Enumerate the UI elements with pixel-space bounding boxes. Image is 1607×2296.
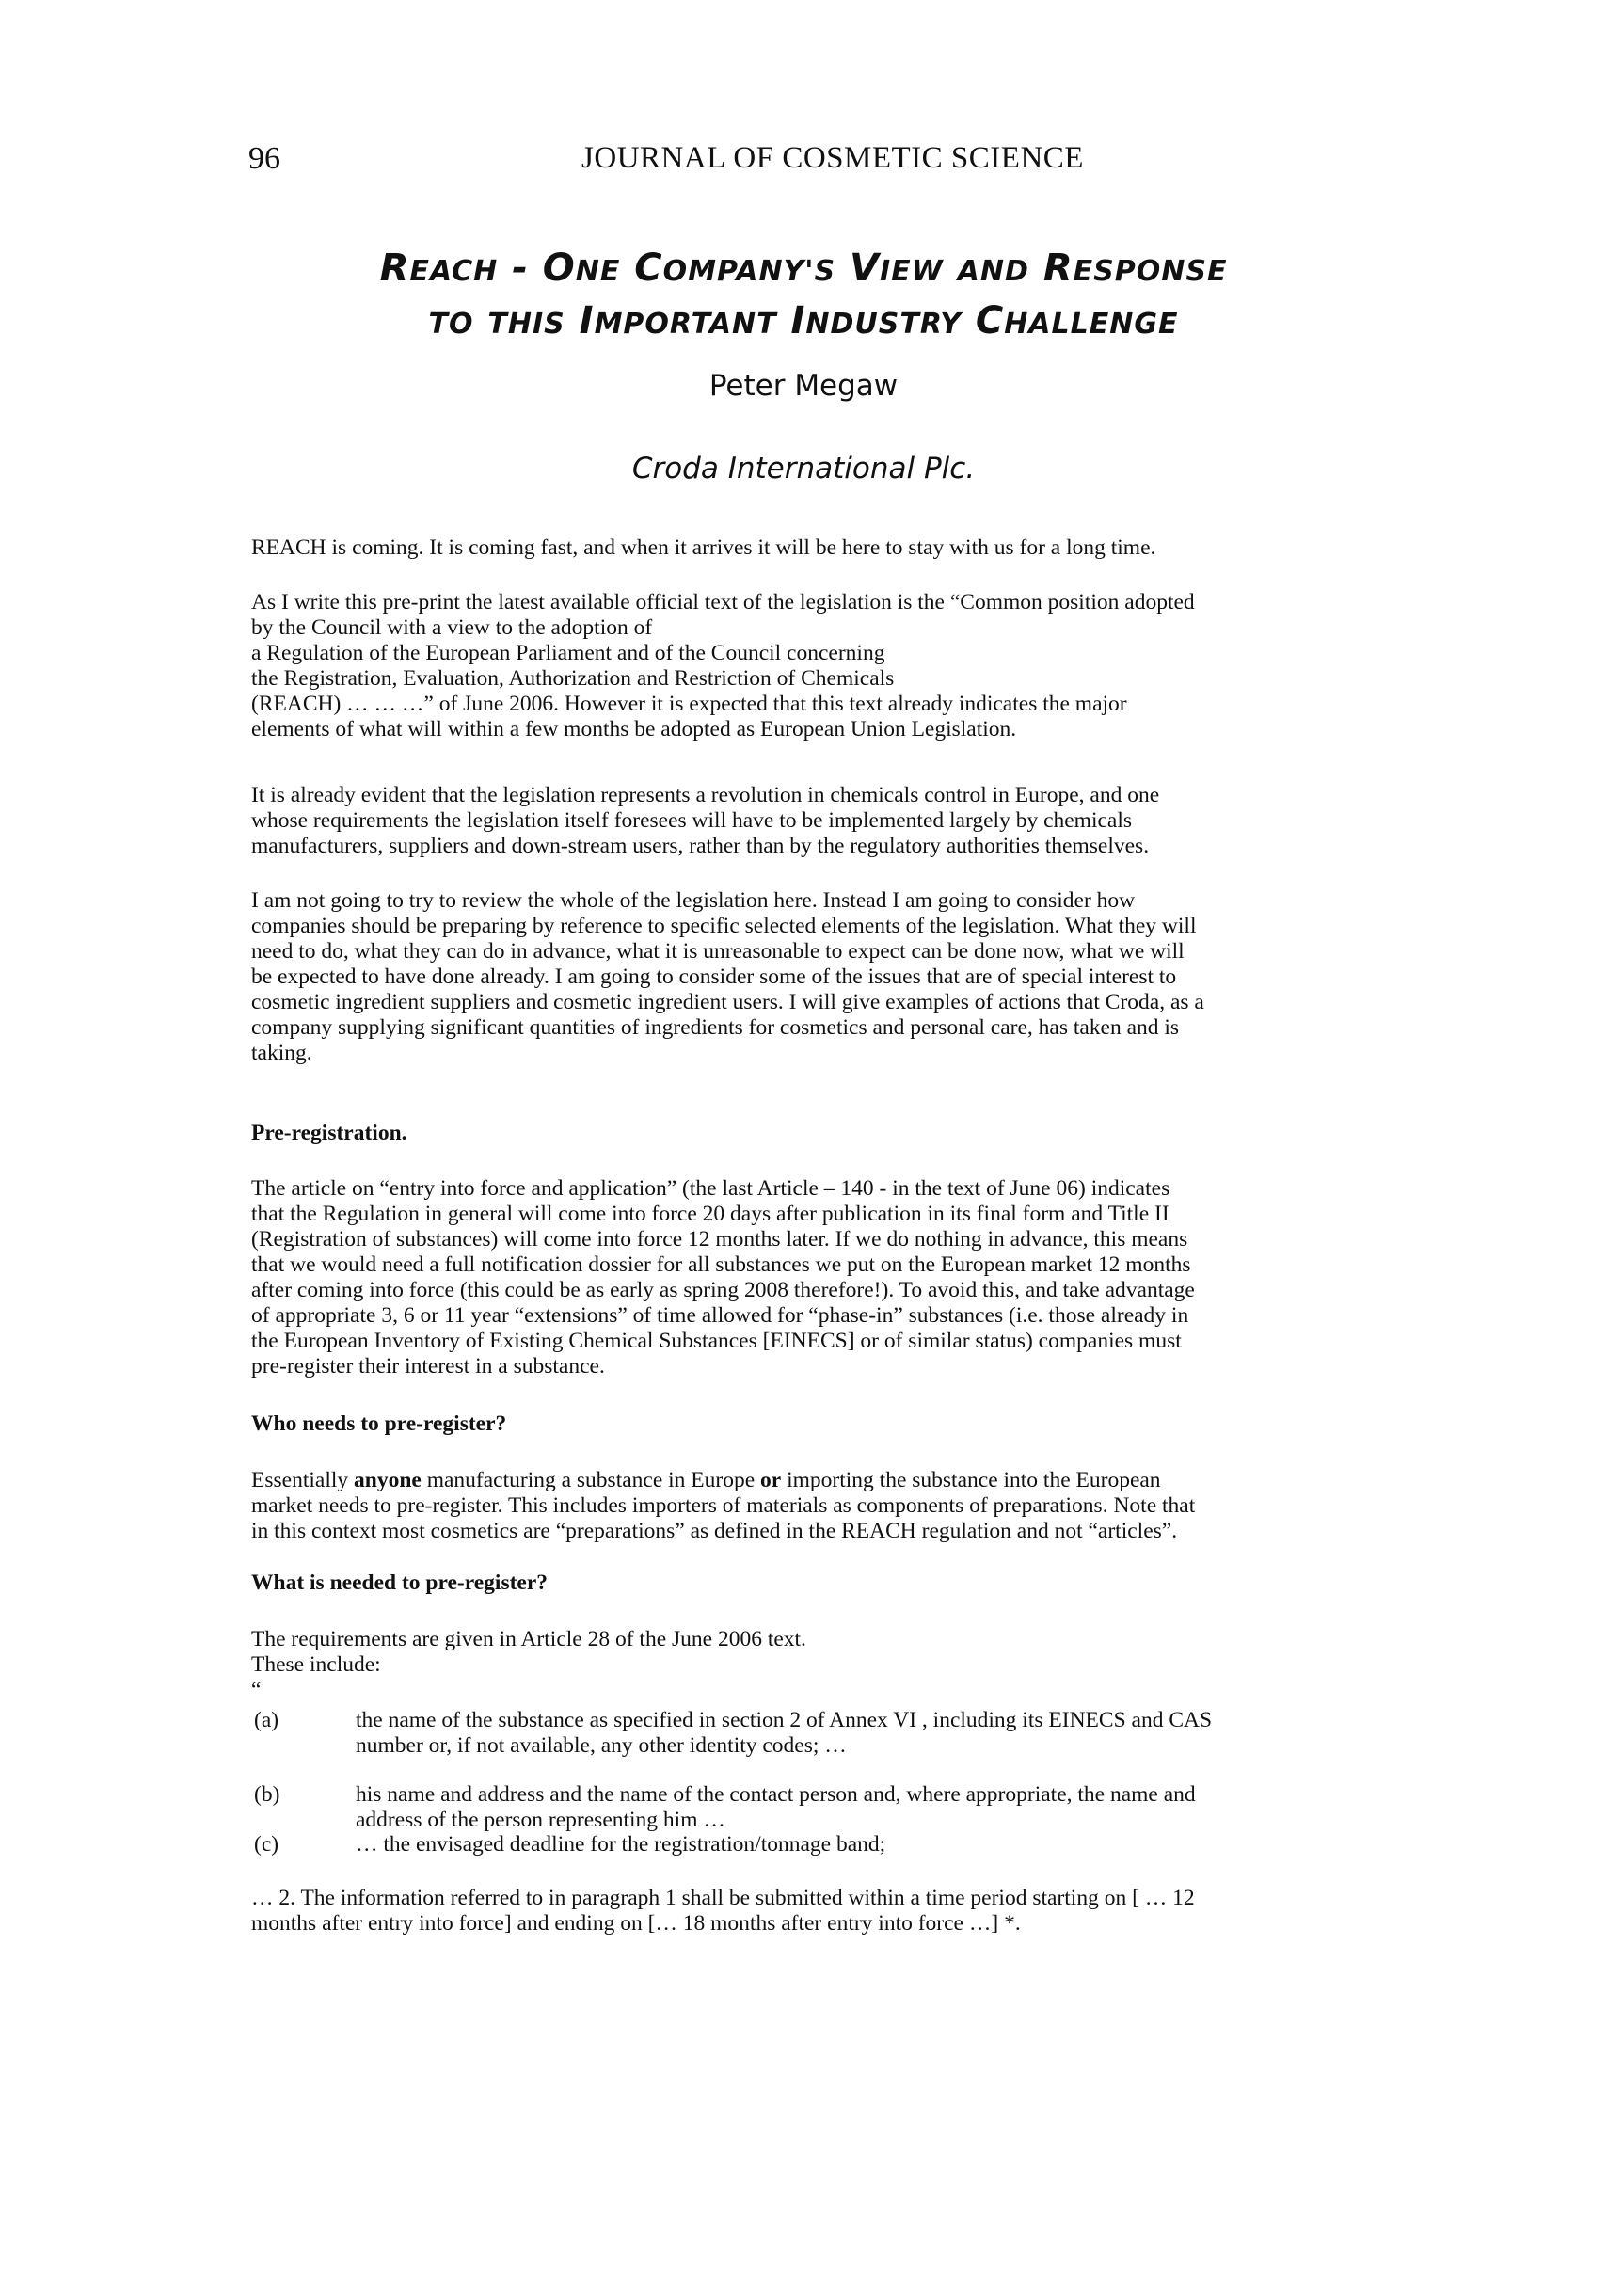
text-line: (Registration of substances) will come into force 12 months later. If we do nothing in advance, this means [251,1227,1188,1252]
text-line: of appropriate 3, 6 or 11 year “extensions” of time allowed for “phase-in” substances (i.e. those already in [251,1303,1189,1328]
text-run: Essentially [251,1468,354,1492]
text-line: that we would need a full notification dossier for all substances we put on the European market 12 months [251,1252,1191,1277]
text-line: These include: [251,1652,381,1677]
text-line: his name and address and the name of the contact person and, where appropriate, the name and [356,1782,1196,1807]
affiliation: Croda International Plc. [631,452,976,486]
text-line: As I write this pre-print the latest available official text of the legislation is the “Common position adopted [251,590,1195,614]
text-line: by the Council with a view to the adoption of [251,615,653,640]
text-line: … the envisaged deadline for the registration/tonnage band; [356,1832,886,1857]
list-item-text [356,1782,1196,1833]
paragraph-requirements [251,1627,806,1703]
text-line: cosmetic ingredient suppliers and cosmetic ingredient users. I will give examples of actions that Croda, as a [251,990,1204,1014]
paragraph-scope [251,888,1204,1066]
text-line: after coming into force (this could be as early as spring 2008 therefore!). To avoid this, and take advantage [251,1278,1195,1302]
text-line: that the Regulation in general will come into force 20 days after publication in its final form and Title II [251,1202,1169,1226]
bold-or: or [760,1468,782,1492]
text-line: months after entry into force] and ending on [… 18 months after entry into force …] *. [251,1911,1021,1936]
text-line: “ [251,1678,262,1702]
running-header: JOURNAL OF COSMETIC SCIENCE [581,141,1084,175]
text-line: It is already evident that the legislation represents a revolution in chemicals control in Europe, and one [251,783,1160,807]
text-line: the Registration, Evaluation, Authorization and Restriction of Chemicals [251,666,895,691]
text-line: REACH is coming. It is coming fast, and when it arrives it will be here to stay with us for a long time. [251,535,1156,560]
text-line: address of the person representing him … [356,1808,725,1832]
paragraph-entry-into-force [251,1176,1195,1379]
bold-anyone: anyone [354,1468,422,1492]
text-line: elements of what will within a few months be adopted as European Union Legislation. [251,717,1017,741]
text-line: number or, if not available, any other identity codes; … [356,1733,847,1758]
text-line: need to do, what they can do in advance, what it is unreasonable to expect can be done now, what we will [251,939,1185,964]
text-run: manufacturing a substance in Europe [421,1468,761,1492]
author: Peter Megaw [708,369,899,403]
text-line: taking. [251,1041,312,1065]
page-number: 96 [248,141,280,176]
article-title-line-2: TO THIS IMPORTANT INDUSTRY CHALLENGE [428,299,1179,343]
text-line: The article on “entry into force and application” (the last Article – 140 - in the text of June 06) indicates [251,1176,1170,1201]
list-item-text [356,1708,1212,1759]
text-line: manufacturers, suppliers and down-stream users, rather than by the regulatory authorities themselves. [251,834,1150,858]
paragraph-revolution [251,783,1159,859]
heading-pre-registration: Pre-registration. [251,1121,407,1145]
text-line: be expected to have done already. I am going to consider some of the issues that are of special interest to [251,965,1177,989]
paragraph-time-period [251,1886,1195,1937]
list-item-label: (c) [254,1832,279,1857]
text-line: in this context most cosmetics are “preparations” as defined in the REACH regulation and not “articles”. [251,1519,1178,1543]
text-line: a Regulation of the European Parliament and of the Council concerning [251,641,885,665]
list-item-label: (b) [254,1782,280,1807]
text-line: companies should be preparing by reference to specific selected elements of the legislation. What they will [251,914,1197,938]
heading-who-needs: Who needs to pre-register? [251,1411,507,1436]
list-item-text [356,1832,885,1858]
paragraph-intro [251,535,1155,561]
paragraph-who-needs [251,1468,1195,1544]
text-line: market needs to pre-register. This includes importers of materials as components of preparations. Note that [251,1493,1196,1518]
text-line: … 2. The information referred to in paragraph 1 shall be submitted within a time period starting on [ … 12 [251,1886,1195,1910]
list-item-label: (a) [254,1708,279,1732]
article-title-line-1: REACH - ONE COMPANY'S VIEW AND RESPONSE [379,247,1228,290]
text-line: pre-register their interest in a substance. [251,1354,605,1379]
text-line: the name of the substance as specified in section 2 of Annex VI , including its EINECS and CAS [356,1708,1213,1732]
text-line: the European Inventory of Existing Chemical Substances [EINECS] or of similar status) companies must [251,1329,1182,1353]
text-line: The requirements are given in Article 28 of the June 2006 text. [251,1627,806,1651]
paragraph-legislation-text [251,590,1195,742]
text-line: I am not going to try to review the whole of the legislation here. Instead I am going to consider how [251,888,1136,913]
text-line: company supplying significant quantities of ingredients for cosmetics and personal care, has taken and is [251,1015,1180,1040]
text-run: importing the substance into the European [781,1468,1161,1492]
text-line: whose requirements the legislation itself foresees will have to be implemented largely by chemicals [251,808,1133,833]
text-line: (REACH) … … …” of June 2006. However it is expected that this text already indicates the major [251,692,1127,716]
text-line [251,1468,1195,1493]
heading-what-needed: What is needed to pre-register? [251,1571,549,1595]
